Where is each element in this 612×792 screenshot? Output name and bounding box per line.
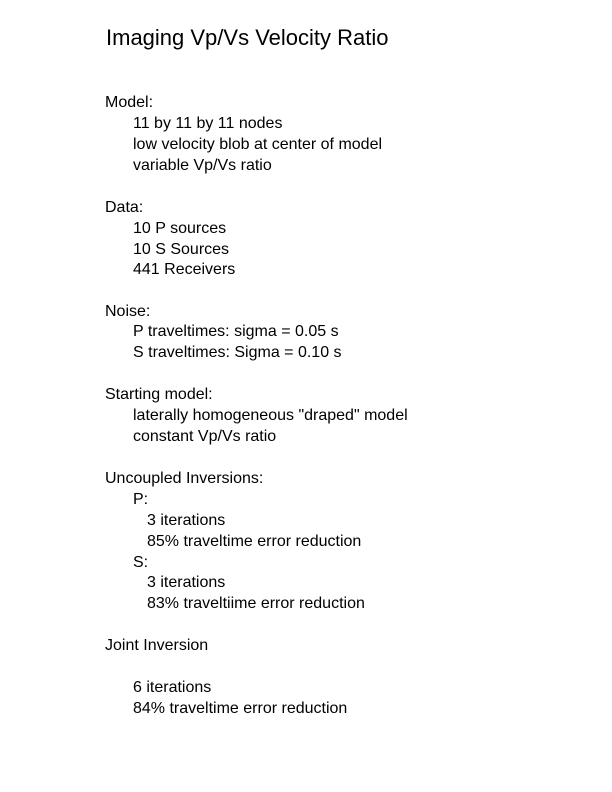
data-heading: Data:	[105, 199, 144, 216]
joint-heading: Joint Inversion	[105, 637, 209, 654]
noise-item: P traveltimes: sigma = 0.05 s	[133, 323, 339, 340]
data-item: 10 P sources	[133, 220, 227, 237]
uncoupled-p-label: P:	[133, 491, 149, 508]
data-item: 441 Receivers	[133, 261, 236, 278]
uncoupled-p-item: 3 iterations	[147, 512, 226, 529]
noise-item: S traveltimes: Sigma = 0.10 s	[133, 344, 342, 361]
joint-item: 6 iterations	[133, 679, 212, 696]
model-item: low velocity blob at center of model	[133, 136, 383, 153]
uncoupled-s-item: 3 iterations	[147, 574, 226, 591]
uncoupled-heading: Uncoupled Inversions:	[105, 470, 264, 487]
starting-model-heading: Starting model:	[105, 386, 213, 403]
uncoupled-p-item: 85% traveltime error reduction	[147, 533, 362, 550]
model-heading: Model:	[105, 94, 154, 111]
noise-heading: Noise:	[105, 303, 151, 320]
model-item: 11 by 11 by 11 nodes	[133, 115, 283, 132]
uncoupled-s-item: 83% traveltiime error reduction	[147, 595, 365, 612]
uncoupled-s-label: S:	[133, 554, 149, 571]
starting-model-item: laterally homogeneous "draped" model	[133, 407, 408, 424]
model-item: variable Vp/Vs ratio	[133, 157, 272, 174]
starting-model-item: constant Vp/Vs ratio	[133, 428, 277, 445]
page-title: Imaging Vp/Vs Velocity Ratio	[106, 25, 389, 50]
joint-item: 84% traveltime error reduction	[133, 700, 348, 717]
data-item: 10 S Sources	[133, 241, 230, 258]
